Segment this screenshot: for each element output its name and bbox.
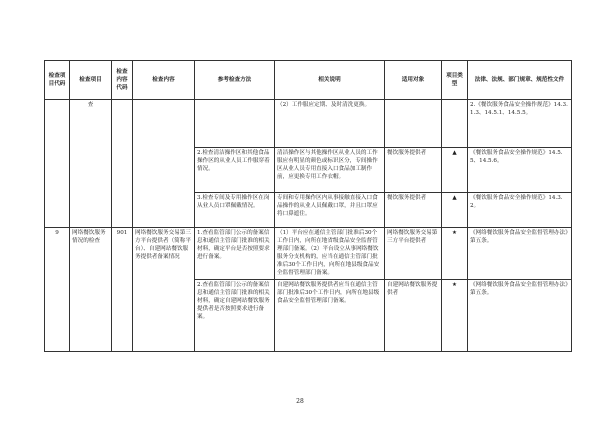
cell-type: ▲: [442, 148, 468, 193]
cell-method: 3.检查专间及专用操作区在岗从业人员口罩佩戴情况。: [195, 193, 275, 228]
cell-code: [45, 100, 70, 228]
table-row: [45, 100, 572, 148]
cell-code: 9: [45, 228, 70, 352]
header-method: 参考检查方法: [195, 61, 275, 100]
cell-method: 2.查看监管部门公示的备案信息和通信主管部门批准的相关材料，确定自建网站餐饮服务提供者是否按照要求进行备案。: [195, 280, 275, 352]
header-type: 项目类型: [442, 61, 468, 100]
cell-law: 《网络餐饮服务食品安全监督管理办法》第五条。: [468, 228, 572, 280]
cell-method: [195, 100, 275, 148]
cell-type: ★: [442, 228, 468, 280]
cell-item: 网络餐饮服务情况的检查: [70, 228, 112, 352]
cell-content-code: [112, 100, 133, 228]
cell-target: 网络餐饮服务交易第三方平台提供者: [385, 228, 442, 280]
cell-content: [133, 100, 195, 228]
cell-law: 《网络餐饮服务食品安全监督管理办法》第五条。: [468, 280, 572, 352]
cell-type: ▲: [442, 193, 468, 228]
header-target: 适用对象: [385, 61, 442, 100]
cell-note: 专间和专用操作区内从事接触直接入口食品操作的从业人员佩戴口罩，并且口罩应将口鼻遮住。: [275, 193, 385, 228]
inspection-table: [44, 60, 572, 352]
cell-law: 《餐饮服务食品安全操作规范》14.5.5、14.5.6。: [468, 148, 572, 193]
header-item: 检查项目: [70, 61, 112, 100]
page-number: 28: [296, 398, 304, 405]
cell-type: ★: [442, 280, 468, 352]
cell-content: 网络餐饮服务交易第三方平台提供者（简称平台）、自建网站餐饮服务提供者备案情况: [133, 228, 195, 352]
header-law: 法律、法规、部门规章、规范性文件: [468, 61, 572, 100]
header-note: 相关说明: [275, 61, 385, 100]
header-row: [45, 61, 572, 100]
cell-note: （2）工作服应定期、及时清洗更换。: [275, 100, 385, 148]
cell-note: 清洁操作区与其他操作区从业人员的工作服应有明显的颜色或标识区分，专间操作区从业人员专用直接入口食品加工制作前，应更换专用工作衣帽。: [275, 148, 385, 193]
cell-target: [385, 100, 442, 148]
cell-item: 查: [70, 100, 112, 228]
cell-law: 2.《餐饮服务食品安全操作规范》14.3.1.3、14.5.1、14.5.5。: [468, 100, 572, 148]
cell-law: 《餐饮服务食品安全操作规范》14.3.2。: [468, 193, 572, 228]
cell-method: 1.查看监管部门公示的备案信息和通信主管部门批准的相关材料，确定平台是否按照要求进行备案。: [195, 228, 275, 280]
header-content-code: 检查内容代码: [112, 61, 133, 100]
cell-method: 2.检查清洁操作区和其他食品操作区的从业人员工作服穿着情况。: [195, 148, 275, 193]
header-code: 检查项目代码: [45, 61, 70, 100]
cell-target: 餐饮服务提供者: [385, 193, 442, 228]
header-content: 检查内容: [133, 61, 195, 100]
cell-target: 自建网站餐饮服务提供者: [385, 280, 442, 352]
cell-target: 餐饮服务提供者: [385, 148, 442, 193]
cell-type: [442, 100, 468, 148]
table-row: [45, 228, 572, 280]
cell-content-code: 901: [112, 228, 133, 352]
cell-note: 自建网站餐饮服务提供者应当在通信主管部门批准后30个工作日内，向所在地县级食品安全监督管理部门备案。: [275, 280, 385, 352]
cell-note: （1）平台应在通信主管部门批准后30个工作日内，向所在地省级食品安全监督管理部门备案。（2）平台设立从事网络餐饮服务分支机构的，应当在通信主管部门批准后30个工作日内，向所在地县级食品安全监督管理部门备案。: [275, 228, 385, 280]
